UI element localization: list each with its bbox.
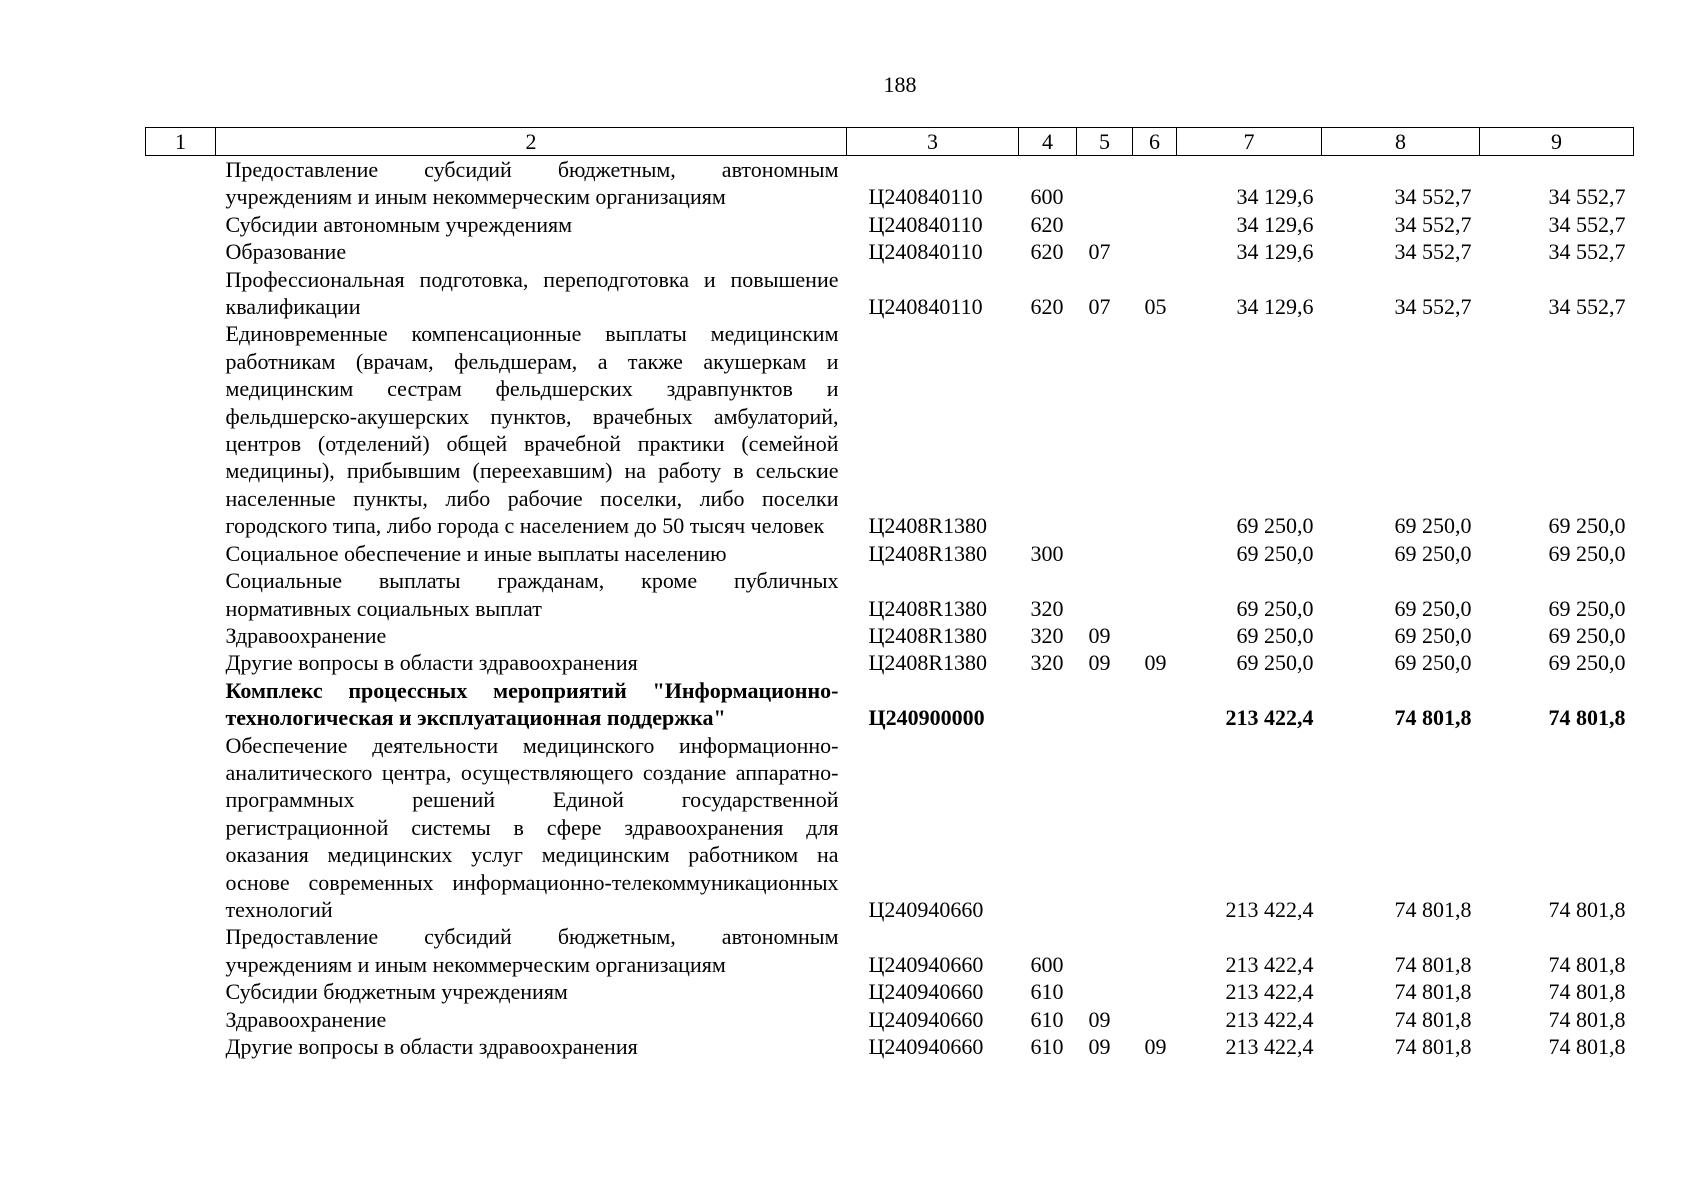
empty-cell — [146, 567, 216, 622]
table-row — [146, 677, 1634, 732]
empty-cell — [146, 649, 216, 676]
column-header: 8 — [1322, 128, 1480, 156]
item-name-cell: Здравоохранение — [225, 622, 387, 648]
expense-type-cell: 610 — [1030, 1006, 1064, 1032]
subsection-cell: 05 — [1144, 294, 1167, 320]
amount-year3-cell: 74 801,8 — [1548, 951, 1626, 977]
item-name-cell: Обеспечение деятельности медицинского информационно-аналитического центра, осуществляющего создание аппаратно-программных решений Единой государственной регистрационной системы в сфере здравоохранения для оказания медицинских услуг медицинским работником на основе современных информационно-телекоммуникационных технологий — [225, 732, 839, 922]
expense-type-cell: 320 — [1030, 622, 1064, 648]
table-row — [146, 211, 1634, 238]
target-code-cell: Ц240940660 — [868, 1006, 984, 1032]
amount-year3-cell: 74 801,8 — [1548, 1034, 1626, 1059]
subsection-cell — [1133, 1006, 1177, 1033]
target-code-cell: Ц240840110 — [868, 211, 983, 237]
section-cell — [1077, 978, 1133, 1005]
target-code-cell: Ц2408R1380 — [868, 513, 988, 539]
target-code-cell: Ц240900000 — [868, 705, 985, 731]
expense-type-cell — [1019, 677, 1077, 732]
target-code-cell: Ц240840110 — [868, 239, 983, 265]
table-body — [146, 156, 1634, 1061]
column-header: 6 — [1133, 128, 1177, 156]
subsection-cell — [1133, 156, 1177, 211]
table-header-row — [146, 128, 1634, 156]
expense-type-cell: 620 — [1030, 294, 1064, 320]
amount-year3-cell: 69 250,0 — [1548, 595, 1626, 621]
expense-type-cell: 320 — [1030, 650, 1064, 676]
item-name-cell: Предоставление субсидий бюджетным, автономным учреждениям и иным некоммерческим организациям — [225, 924, 839, 977]
expense-type-cell: 320 — [1030, 595, 1064, 621]
amount-year3-cell: 69 250,0 — [1548, 540, 1626, 566]
expense-type-cell: 620 — [1030, 211, 1064, 237]
subsection-cell — [1133, 732, 1177, 924]
empty-cell — [146, 320, 216, 539]
amount-year1-cell: 69 250,0 — [1236, 622, 1314, 648]
table-row — [146, 622, 1634, 649]
table-row — [146, 540, 1634, 567]
item-name-cell: Предоставление субсидий бюджетным, автономным учреждениям и иным некоммерческим организациям — [225, 157, 839, 210]
amount-year3-cell: 74 801,8 — [1548, 896, 1626, 922]
amount-year1-cell: 34 129,6 — [1236, 294, 1314, 320]
item-name-cell: Профессиональная подготовка, переподготовка и повышение квалификации — [225, 266, 839, 320]
amount-year2-cell: 74 801,8 — [1394, 951, 1472, 977]
section-cell: 07 — [1088, 239, 1111, 265]
amount-year2-cell: 74 801,8 — [1394, 1006, 1472, 1032]
amount-year3-cell: 69 250,0 — [1548, 513, 1626, 539]
section-cell — [1077, 320, 1133, 539]
empty-cell — [146, 732, 216, 924]
empty-cell — [146, 211, 216, 238]
amount-year3-cell: 74 801,8 — [1548, 979, 1626, 1005]
empty-cell — [146, 540, 216, 567]
target-code-cell: Ц240940660 — [868, 896, 984, 922]
amount-year1-cell: 34 129,6 — [1236, 184, 1314, 210]
section-cell — [1077, 211, 1133, 238]
target-code-cell: Ц240940660 — [868, 979, 984, 1005]
expense-type-cell — [1019, 320, 1077, 539]
amount-year1-cell: 69 250,0 — [1236, 513, 1314, 539]
amount-year1-cell: 69 250,0 — [1236, 650, 1314, 676]
target-code-cell: Ц240940660 — [868, 951, 984, 977]
expense-type-cell: 610 — [1030, 1034, 1064, 1059]
empty-cell — [146, 266, 216, 321]
column-header: 1 — [146, 128, 216, 156]
table-row — [146, 266, 1634, 321]
table-row — [146, 649, 1634, 676]
table-row — [146, 978, 1634, 1005]
table-row — [146, 1033, 1634, 1060]
amount-year1-cell: 213 422,4 — [1225, 1006, 1314, 1032]
subsection-cell — [1133, 211, 1177, 238]
subsection-cell: 09 — [1144, 650, 1167, 676]
section-cell: 07 — [1088, 294, 1111, 320]
column-header: 4 — [1019, 128, 1077, 156]
empty-cell — [146, 238, 216, 265]
amount-year2-cell: 34 552,7 — [1394, 184, 1472, 210]
section-cell: 09 — [1088, 622, 1111, 648]
section-cell — [1077, 540, 1133, 567]
target-code-cell: Ц240840110 — [868, 184, 983, 210]
empty-cell — [146, 1006, 216, 1033]
item-name-cell: Социальное обеспечение и иные выплаты населению — [225, 540, 727, 566]
amount-year3-cell: 34 552,7 — [1548, 211, 1626, 237]
amount-year2-cell: 69 250,0 — [1394, 595, 1472, 621]
section-cell: 09 — [1088, 1034, 1111, 1059]
item-name-cell: Субсидии автономным учреждениям — [225, 211, 573, 237]
subsection-cell — [1133, 923, 1177, 978]
target-code-cell: Ц2408R1380 — [868, 540, 988, 566]
column-header: 7 — [1177, 128, 1322, 156]
amount-year1-cell: 213 422,4 — [1225, 896, 1314, 922]
table-row — [146, 567, 1634, 622]
expense-type-cell: 300 — [1030, 540, 1064, 566]
empty-cell — [146, 1033, 216, 1060]
amount-year3-cell: 34 552,7 — [1548, 294, 1626, 320]
section-cell: 09 — [1088, 650, 1111, 676]
amount-year1-cell: 213 422,4 — [1225, 951, 1314, 977]
amount-year1-cell: 213 422,4 — [1225, 705, 1314, 731]
subsection-cell — [1133, 540, 1177, 567]
subsection-cell: 09 — [1144, 1034, 1167, 1059]
item-name-cell: Образование — [225, 239, 347, 265]
amount-year2-cell: 74 801,8 — [1394, 896, 1472, 922]
section-cell — [1077, 732, 1133, 924]
empty-cell — [146, 923, 216, 978]
subsection-cell — [1133, 622, 1177, 649]
item-name-cell: Другие вопросы в области здравоохранения — [225, 650, 638, 676]
subsection-cell — [1133, 978, 1177, 1005]
target-code-cell: Ц2408R1380 — [868, 650, 988, 676]
amount-year1-cell: 69 250,0 — [1236, 540, 1314, 566]
table-row — [146, 1006, 1634, 1033]
item-name-cell: Социальные выплаты гражданам, кроме публичных нормативных социальных выплат — [225, 568, 839, 621]
amount-year3-cell: 34 552,7 — [1548, 184, 1626, 210]
amount-year3-cell: 34 552,7 — [1548, 239, 1626, 265]
section-cell — [1077, 923, 1133, 978]
budget-table — [145, 127, 1634, 1060]
table-row — [146, 320, 1634, 539]
target-code-cell: Ц240840110 — [868, 294, 983, 320]
amount-year3-cell: 74 801,8 — [1548, 1006, 1626, 1032]
item-name-cell: Другие вопросы в области здравоохранения — [225, 1034, 638, 1059]
amount-year1-cell: 213 422,4 — [1225, 1034, 1314, 1059]
target-code-cell: Ц2408R1380 — [868, 622, 988, 648]
page-number: 188 — [883, 72, 917, 97]
amount-year2-cell: 74 801,8 — [1394, 1034, 1472, 1059]
item-name-cell: Субсидии бюджетным учреждениям — [225, 979, 568, 1005]
section-cell — [1077, 567, 1133, 622]
section-cell: 09 — [1088, 1006, 1111, 1032]
amount-year2-cell: 74 801,8 — [1394, 705, 1472, 731]
amount-year2-cell: 69 250,0 — [1394, 513, 1472, 539]
column-header: 5 — [1077, 128, 1133, 156]
expense-type-cell: 610 — [1030, 979, 1064, 1005]
amount-year1-cell: 213 422,4 — [1225, 979, 1314, 1005]
target-code-cell: Ц2408R1380 — [868, 595, 988, 621]
column-header: 3 — [847, 128, 1019, 156]
amount-year3-cell: 69 250,0 — [1548, 650, 1626, 676]
expense-type-cell: 600 — [1030, 184, 1064, 210]
table-row — [146, 238, 1634, 265]
amount-year2-cell: 74 801,8 — [1394, 979, 1472, 1005]
amount-year2-cell: 69 250,0 — [1394, 650, 1472, 676]
subsection-cell — [1133, 320, 1177, 539]
expense-type-cell: 600 — [1030, 951, 1064, 977]
expense-type-cell — [1019, 732, 1077, 924]
empty-cell — [146, 978, 216, 1005]
amount-year1-cell: 34 129,6 — [1236, 211, 1314, 237]
item-name-cell: Единовременные компенсационные выплаты медицинским работникам (врачам, фельдшерам, а также акушеркам и медицинским сестрам фельдшерских здравпунктов и фельдшерско-акушерских пунктов, врачебных амбулаторий, центров (отделений) общей врачебной практики (семейной медицины), прибывшим (переехавшим) на работу в сельские населенные пункты, либо рабочие поселки, либо поселки городского типа, либо города с населением до 50 тысяч человек — [225, 321, 839, 539]
table-row — [146, 156, 1634, 211]
section-cell — [1077, 677, 1133, 732]
empty-cell — [146, 677, 216, 732]
subsection-cell — [1133, 238, 1177, 265]
amount-year3-cell: 69 250,0 — [1548, 622, 1626, 648]
section-cell — [1077, 156, 1133, 211]
table-row — [146, 732, 1634, 924]
table-row — [146, 923, 1634, 978]
amount-year2-cell: 34 552,7 — [1394, 294, 1472, 320]
amount-year3-cell: 74 801,8 — [1548, 705, 1626, 731]
empty-cell — [146, 156, 216, 211]
expense-type-cell: 620 — [1030, 239, 1064, 265]
amount-year2-cell: 69 250,0 — [1394, 622, 1472, 648]
amount-year1-cell: 34 129,6 — [1236, 239, 1314, 265]
item-name-cell: Комплекс процессных мероприятий "Информационно-технологическая и эксплуатационная поддержка" — [225, 677, 839, 731]
column-header: 9 — [1480, 128, 1634, 156]
item-name-cell: Здравоохранение — [225, 1006, 387, 1032]
amount-year2-cell: 69 250,0 — [1394, 540, 1472, 566]
amount-year1-cell: 69 250,0 — [1236, 595, 1314, 621]
subsection-cell — [1133, 677, 1177, 732]
column-header: 2 — [216, 128, 847, 156]
amount-year2-cell: 34 552,7 — [1394, 211, 1472, 237]
empty-cell — [146, 622, 216, 649]
amount-year2-cell: 34 552,7 — [1394, 239, 1472, 265]
target-code-cell: Ц240940660 — [868, 1034, 984, 1059]
subsection-cell — [1133, 567, 1177, 622]
